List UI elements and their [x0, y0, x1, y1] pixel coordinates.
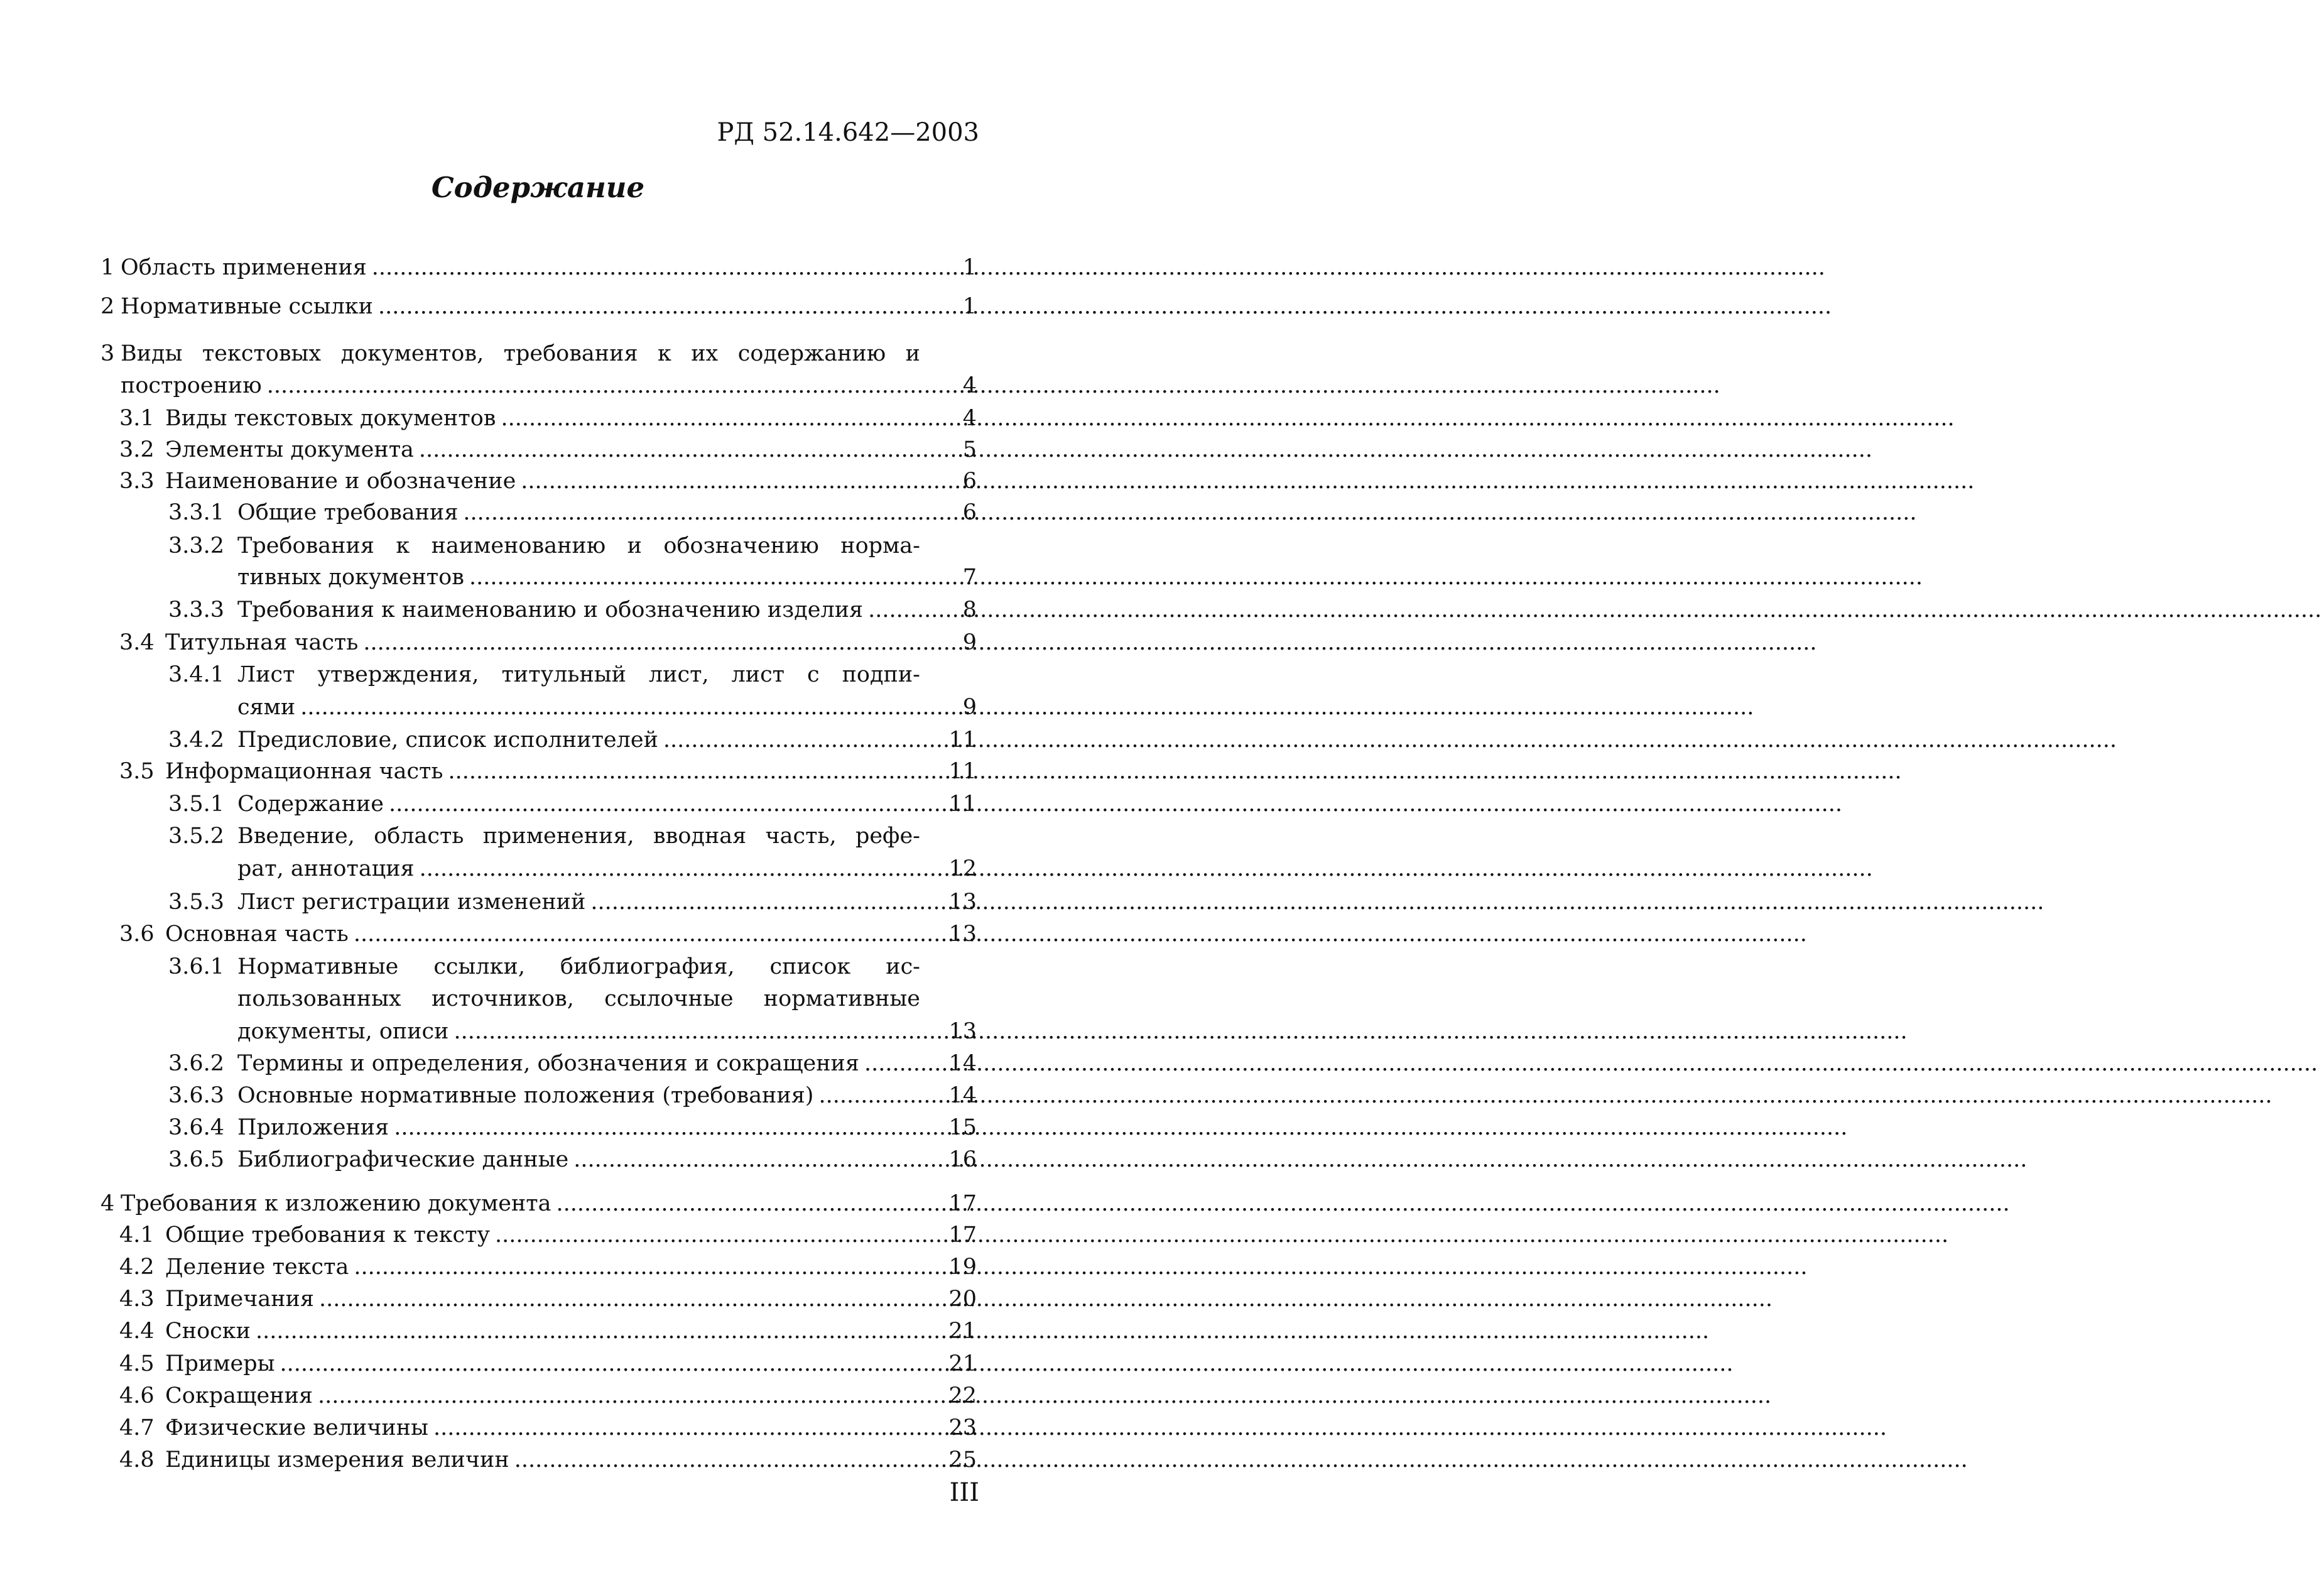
toc-entry	[100, 369, 977, 402]
toc-entry-number: 2	[100, 294, 115, 319]
toc-entry-page: 14	[948, 1051, 977, 1076]
toc-entry-title: Библиографические данные	[237, 1147, 569, 1172]
toc-entry	[100, 1079, 977, 1112]
toc-entry-title: документы, описи	[237, 1019, 449, 1044]
toc-entry-page: 23	[948, 1415, 977, 1440]
toc-entry-title: рат, аннотация	[237, 856, 415, 881]
dot-leader	[495, 1219, 1951, 1251]
toc-entry	[100, 433, 977, 466]
toc-entry-title: Общие требования	[237, 500, 459, 525]
dot-leader	[318, 1380, 1774, 1412]
toc-entry-title: Нормативные ссылки	[121, 294, 374, 319]
dot-leader	[394, 1111, 1850, 1144]
toc-entry-title: Введение, область применения, вводная часть, рефе-	[237, 824, 920, 849]
toc-entry	[100, 1143, 977, 1176]
toc-entry-number: 3.2	[119, 437, 155, 462]
toc-entry	[100, 1283, 977, 1315]
toc-entry	[100, 1347, 977, 1380]
toc-entry-number: 3.1	[119, 406, 155, 431]
toc-entry-page: 8	[962, 597, 977, 623]
toc-entry-number: 4.6	[119, 1383, 155, 1408]
toc-entry-title: Сноски	[165, 1319, 251, 1344]
toc-entry-page: 6	[962, 500, 977, 525]
toc-entry-page: 13	[948, 890, 977, 915]
dot-leader	[663, 724, 2119, 756]
toc-entry-title: Титульная часть	[165, 630, 359, 655]
toc-entry-title: Требования к наименованию и обозначению норма-	[237, 533, 920, 558]
toc-entry-page: 14	[948, 1083, 977, 1108]
toc-entry-title: Виды текстовых документов, требования к их содержанию и	[121, 341, 920, 366]
toc-entry-number: 3.5	[119, 759, 155, 784]
dot-leader	[463, 496, 1919, 529]
toc-entry	[100, 530, 977, 562]
toc-entry-title: Лист утверждения, титульный лист, лист с подпи-	[237, 662, 920, 687]
dot-leader	[868, 594, 2324, 626]
toc-entry	[100, 402, 977, 435]
toc-entry-number: 3.6	[119, 922, 155, 947]
toc-entry-title: Физические величины	[165, 1415, 428, 1440]
toc-entry	[100, 594, 977, 626]
dot-leader	[389, 788, 1845, 820]
toc-entry	[100, 1412, 977, 1444]
toc-entry-number: 3.6.2	[168, 1051, 225, 1076]
toc-entry-page: 17	[948, 1222, 977, 1248]
toc-entry-number: 3.6.5	[168, 1147, 225, 1172]
dot-leader	[363, 626, 1819, 659]
toc-entry	[100, 626, 977, 659]
dot-leader	[378, 290, 1834, 323]
toc-entry	[100, 1015, 977, 1048]
toc-entry-page: 1	[962, 255, 977, 280]
toc-entry-number: 3.3.1	[168, 500, 225, 525]
toc-entry-number: 3	[100, 341, 115, 366]
toc-entry-title: Информационная часть	[165, 759, 443, 784]
toc-entry-title: Основная часть	[165, 922, 349, 947]
toc-entry-title: пользованных источников, ссылочные нормативные	[237, 986, 920, 1011]
toc-entry-number: 3.5.2	[168, 824, 225, 849]
toc-entry	[100, 1047, 977, 1080]
toc-entry-title: сями	[237, 695, 296, 720]
toc-entry-title: Наименование и обозначение	[165, 469, 516, 494]
toc-entry-page: 4	[962, 406, 977, 431]
toc-entry	[100, 1111, 977, 1144]
dot-leader	[469, 561, 1925, 594]
toc-entry	[100, 465, 977, 498]
table-of-contents	[100, 0, 977, 1595]
toc-entry	[100, 496, 977, 529]
toc-entry	[100, 1219, 977, 1251]
toc-entry-number: 4.3	[119, 1287, 155, 1312]
toc-entry-number: 4.5	[119, 1351, 155, 1376]
toc-entry-page: 5	[962, 437, 977, 462]
toc-entry-title: построению	[121, 373, 262, 398]
toc-entry-page: 13	[948, 922, 977, 947]
dot-leader	[267, 369, 1723, 402]
toc-entry-page: 6	[962, 469, 977, 494]
toc-entry-page: 11	[948, 727, 977, 753]
dot-leader	[319, 1283, 1775, 1315]
toc-entry-number: 4	[100, 1191, 115, 1216]
toc-entry-page: 1	[962, 294, 977, 319]
toc-entry	[100, 658, 977, 691]
dot-leader	[864, 1047, 2320, 1080]
toc-entry-number: 3.4	[119, 630, 155, 655]
dot-leader	[453, 1015, 1909, 1048]
toc-entry-title: Требования к наименованию и обозначению изделия	[237, 597, 864, 623]
toc-entry-number: 4.4	[119, 1319, 155, 1344]
toc-entry-title: Основные нормативные положения (требования)	[237, 1083, 814, 1108]
toc-entry-page: 4	[962, 373, 977, 398]
toc-entry-title: Сокращения	[165, 1383, 313, 1408]
dot-leader	[420, 852, 1876, 885]
toc-entry	[100, 1444, 977, 1476]
toc-entry	[100, 1380, 977, 1412]
toc-entry-title: Термины и определения, обозначения и сокращения	[237, 1051, 859, 1076]
toc-entry-page: 15	[948, 1115, 977, 1140]
toc-entry-title: Область применения	[121, 255, 367, 280]
toc-entry-page: 9	[962, 695, 977, 720]
toc-entry-number: 4.8	[119, 1447, 155, 1473]
toc-entry-title: Предисловие, список исполнителей	[237, 727, 658, 753]
dot-leader	[514, 1444, 1970, 1476]
dot-leader	[280, 1347, 1735, 1380]
toc-entry-page: 11	[948, 792, 977, 817]
toc-entry-page: 7	[962, 565, 977, 590]
toc-entry	[100, 918, 977, 950]
toc-entry	[100, 820, 977, 852]
dot-leader	[256, 1315, 1712, 1347]
toc-entry-title: Деление текста	[165, 1255, 349, 1280]
toc-entry-title: Элементы документа	[165, 437, 414, 462]
dot-leader	[419, 433, 1875, 466]
toc-entry	[100, 290, 977, 323]
toc-entry	[100, 1315, 977, 1347]
toc-entry-title: Лист регистрации изменений	[237, 890, 586, 915]
toc-entry-title: Приложения	[237, 1115, 389, 1140]
toc-entry-title: Общие требования к тексту	[165, 1222, 491, 1248]
toc-entry-page: 17	[948, 1191, 977, 1216]
dot-leader	[501, 402, 1957, 435]
toc-entry-number: 3.6.4	[168, 1115, 225, 1140]
dot-leader	[590, 886, 2046, 918]
toc-entry-page: 16	[948, 1147, 977, 1172]
toc-entry-page: 21	[948, 1319, 977, 1344]
toc-entry-title: Примечания	[165, 1287, 314, 1312]
dot-leader	[448, 755, 1904, 788]
dot-leader	[433, 1412, 1889, 1444]
toc-entry	[100, 755, 977, 788]
toc-entry-number: 4.1	[119, 1222, 155, 1248]
dot-leader	[354, 1251, 1810, 1283]
toc-entry-page: 21	[948, 1351, 977, 1376]
toc-entry-title: тивных документов	[237, 565, 464, 590]
toc-entry-title: Виды текстовых документов	[165, 406, 496, 431]
toc-entry	[100, 852, 977, 885]
toc-entry-number: 4.2	[119, 1255, 155, 1280]
dot-leader	[573, 1143, 2029, 1176]
toc-entry	[100, 251, 977, 284]
toc-entry	[100, 337, 977, 370]
toc-entry-number: 3.3.2	[168, 533, 225, 558]
toc-entry	[100, 724, 977, 756]
toc-entry-page: 20	[948, 1287, 977, 1312]
toc-entry-number: 3.5.3	[168, 890, 225, 915]
page-number: III	[949, 1478, 979, 1507]
dot-leader	[372, 251, 1828, 284]
toc-entry	[100, 983, 977, 1015]
toc-entry-title: Нормативные ссылки, библиография, список ис-	[237, 954, 920, 979]
toc-entry-page: 19	[948, 1255, 977, 1280]
toc-entry-number: 3.5.1	[168, 792, 225, 817]
toc-entry	[100, 691, 977, 724]
document-code: РД 52.14.642—2003	[717, 118, 979, 147]
dot-leader	[521, 465, 1977, 498]
toc-entry	[100, 1251, 977, 1283]
toc-entry	[100, 561, 977, 594]
dot-leader	[300, 691, 1756, 724]
toc-entry-page: 25	[948, 1447, 977, 1473]
toc-entry-title: Требования к изложению документа	[121, 1191, 551, 1216]
toc-entry	[100, 1187, 977, 1220]
dot-leader	[557, 1187, 2012, 1220]
toc-entry-number: 1	[100, 255, 115, 280]
toc-entry-number: 3.3	[119, 469, 155, 494]
toc-entry-number: 3.6.1	[168, 954, 225, 979]
toc-entry-page: 22	[948, 1383, 977, 1408]
toc-entry-number: 3.4.2	[168, 727, 225, 753]
toc-entry-page: 13	[948, 1019, 977, 1044]
toc-entry-page: 9	[962, 630, 977, 655]
toc-entry-number: 3.3.3	[168, 597, 225, 623]
toc-entry-title: Содержание	[237, 792, 384, 817]
toc-entry-number: 3.6.3	[168, 1083, 225, 1108]
dot-leader	[818, 1079, 2274, 1112]
toc-entry-page: 11	[948, 759, 977, 784]
toc-entry-page: 12	[948, 856, 977, 881]
toc-entry-title: Примеры	[165, 1351, 275, 1376]
toc-entry	[100, 886, 977, 918]
toc-entry-title: Единицы измерения величин	[165, 1447, 509, 1473]
toc-entry-number: 3.4.1	[168, 662, 225, 687]
dot-leader	[354, 918, 1810, 950]
toc-entry	[100, 950, 977, 983]
toc-entry-number: 4.7	[119, 1415, 155, 1440]
toc-entry	[100, 788, 977, 820]
page-title: Содержание	[431, 171, 645, 204]
